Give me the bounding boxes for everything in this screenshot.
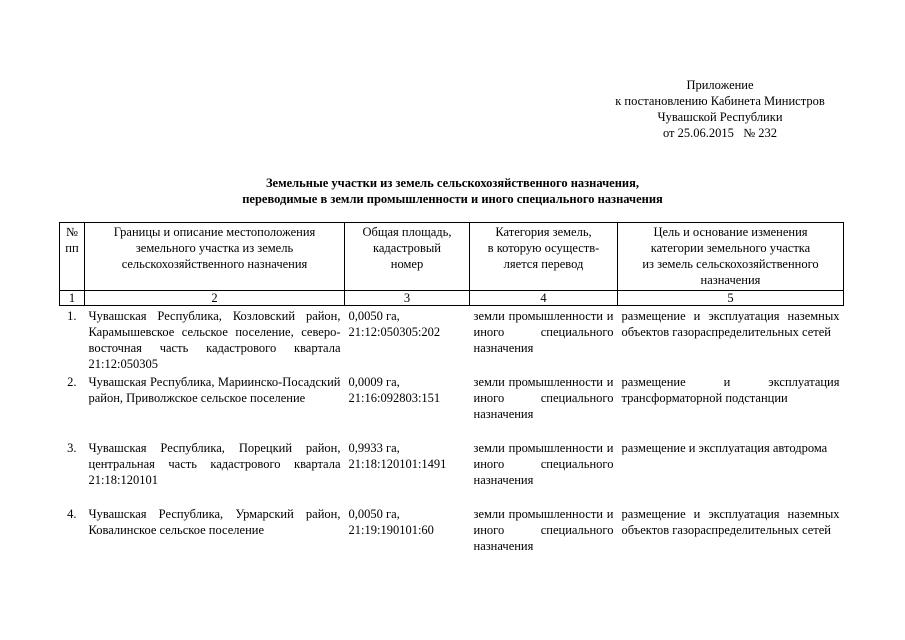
header-text: номер: [390, 257, 424, 271]
row-number: 3.: [67, 441, 77, 455]
land-plots-table: [59, 222, 844, 570]
header-text: Категория земель,: [495, 225, 592, 239]
header-text: пп: [65, 241, 79, 255]
header-text: Общая площадь,: [362, 225, 452, 239]
appendix-line: Чувашской Республики: [657, 110, 783, 124]
land-category: земли промышленности и иного специального назначения: [473, 441, 614, 487]
column-number: 2: [85, 291, 345, 306]
title-line: Земельные участки из земель сельскохозяйственного назначения,: [265, 176, 640, 190]
header-text: ляется перевод: [503, 257, 584, 271]
title-line: переводимые в земли промышленности и иного специального назначения: [242, 192, 663, 206]
land-category: земли промышленности и иного специального назначения: [473, 507, 614, 553]
plot-area: [345, 372, 470, 438]
appendix-line: Приложение: [686, 78, 754, 92]
header-description: [85, 223, 345, 291]
header-text: Границы и описание местоположения: [113, 225, 316, 239]
row-number: 2.: [67, 375, 77, 389]
plot-description: Чувашская Республика, Мариинско-Посадский район, Приволжское сельское поселение: [88, 375, 341, 405]
header-text: кадастровый: [373, 241, 441, 255]
document-title: [60, 175, 845, 207]
table-row: [60, 438, 844, 504]
change-purpose: размещение и эксплуатация автодрома: [621, 441, 828, 455]
cadastral-number: 21:19:190101:60: [348, 523, 434, 537]
cadastral-number: 21:16:092803:151: [348, 391, 441, 405]
change-purpose: размещение и эксплуатация наземных объектов газораспределительных сетей: [621, 507, 840, 537]
column-number-row: [60, 291, 844, 306]
plot-description: Чувашская Республика, Урмарский район, Ковалинское сельское поселение: [88, 507, 341, 537]
header-purpose: [618, 223, 844, 291]
change-purpose: размещение и эксплуатация наземных объектов газораспределительных сетей: [621, 309, 840, 339]
header-area: [345, 223, 470, 291]
appendix-date-number: от 25.06.2015 № 232: [662, 126, 778, 140]
header-text: №: [66, 225, 78, 239]
row-number: 4.: [67, 507, 77, 521]
header-text: категории земельного участка: [650, 241, 811, 255]
cadastral-number: 21:12:050305:202: [348, 325, 441, 339]
area-value: 0,0050 га,: [348, 309, 400, 323]
header-text: Цель и основание изменения: [653, 225, 808, 239]
plot-description: Чувашская Республика, Порецкий район, центральная часть кадастрового квартала 21:18:120101: [88, 441, 341, 487]
area-value: 0,0050 га,: [348, 507, 400, 521]
header-num: [60, 223, 85, 291]
change-purpose: размещение и эксплуатация трансформаторной подстанции: [621, 375, 840, 405]
appendix-block: [600, 77, 840, 141]
header-text: из земель сельскохозяйственного: [642, 257, 819, 271]
plot-area: [345, 504, 470, 570]
header-text: назначения: [700, 273, 761, 287]
cadastral-number: 21:18:120101:1491: [348, 457, 447, 471]
land-category: земли промышленности и иного специального назначения: [473, 309, 614, 355]
column-number: 5: [618, 291, 844, 306]
area-value: 0,9933 га,: [348, 441, 400, 455]
table-row: [60, 372, 844, 438]
header-text: земельного участка из земель: [135, 241, 294, 255]
column-number: 1: [60, 291, 85, 306]
plot-area: [345, 438, 470, 504]
column-number: 3: [345, 291, 470, 306]
column-number: 4: [470, 291, 618, 306]
header-category: [470, 223, 618, 291]
table-row: [60, 504, 844, 570]
row-number: 1.: [67, 309, 77, 323]
header-text: в которую осуществ-: [487, 241, 600, 255]
area-value: 0,0009 га,: [348, 375, 400, 389]
appendix-line: к постановлению Кабинета Министров: [615, 94, 825, 108]
land-category: земли промышленности и иного специального назначения: [473, 375, 614, 421]
plot-area: [345, 306, 470, 373]
header-text: сельскохозяйственного назначения: [121, 257, 308, 271]
plot-description: Чувашская Республика, Козловский район, Карамышевское сельское поселение, северо-восточная часть кадастрового квартала 21:12:050305: [88, 309, 341, 371]
table-row: [60, 306, 844, 373]
header-row: [60, 223, 844, 291]
